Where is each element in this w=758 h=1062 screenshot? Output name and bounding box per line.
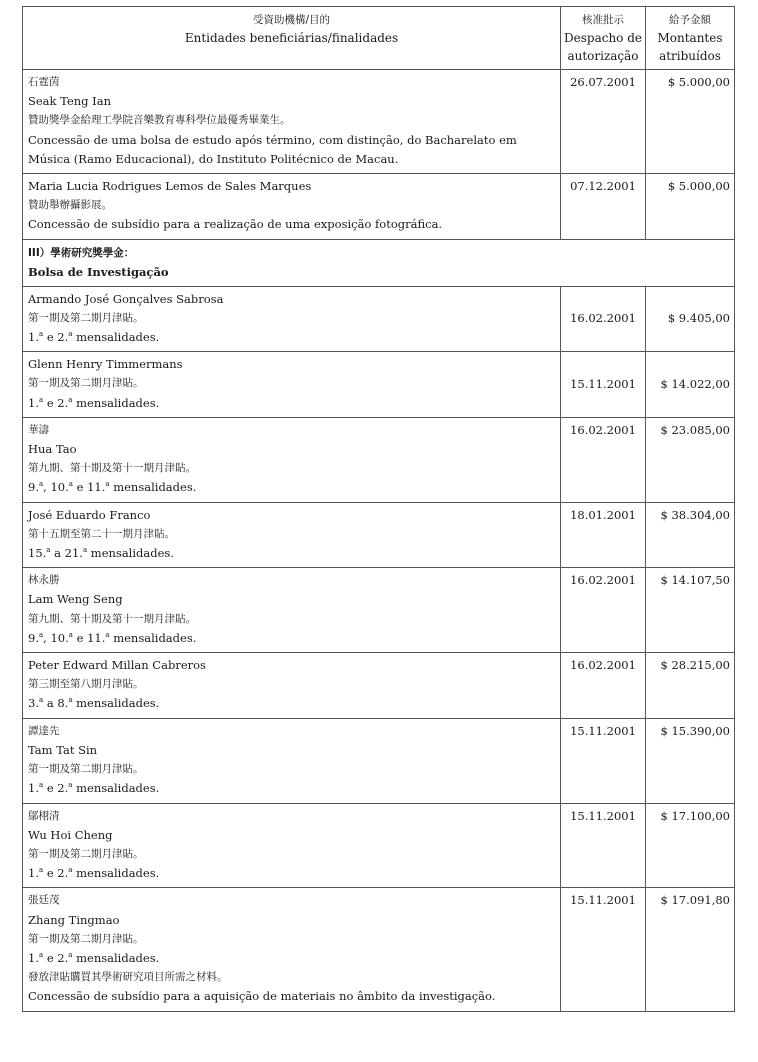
period-pt: 1.$^a$ e 2.$^a$ mensalidades. [28, 330, 160, 345]
table-row [23, 888, 735, 1011]
beneficiary-cell: Glenn Henry Timmermans 第一期及第二期月津貼。 1.$^a$ e 2.$^a$ mensalidades. [23, 352, 561, 418]
dispatch-date: 07.12.2001 [561, 174, 646, 240]
table-row [23, 718, 735, 803]
table-row [23, 174, 735, 240]
dispatch-date: 15.11.2001 [561, 352, 646, 418]
beneficiary-cell: 林永勝 Lam Weng Seng 第九期、第十期及第十一期月津貼。 9.$^a$, 10.$^a$ e 11.$^a$ mensalidades. [23, 568, 561, 653]
table-row [23, 803, 735, 888]
table-row [23, 502, 735, 568]
period-pt: 1.$^a$ e 2.$^a$ mensalidades. [28, 866, 160, 881]
dispatch-date: 15.11.2001 [561, 718, 646, 803]
amount: $ 5.000,00 [646, 70, 735, 174]
table-row [23, 70, 735, 174]
dispatch-date: 26.07.2001 [561, 70, 646, 174]
dispatch-date: 15.11.2001 [561, 803, 646, 888]
beneficiary-cell: Maria Lucia Rodrigues Lemos de Sales Marques 贊助舉辦攝影展。 Concessão de subsídio para a realização de uma exposição fotográfica. [23, 174, 561, 240]
amount: $ 5.000,00 [646, 174, 735, 240]
grants-table [22, 6, 735, 1012]
amount: $ 17.091,80 [646, 888, 735, 1011]
table-row [23, 653, 735, 719]
beneficiary-cell: Peter Edward Millan Cabreros 第三期至第八期月津貼。 3.$^a$ a 8.$^a$ mensalidades. [23, 653, 561, 719]
dispatch-date: 18.01.2001 [561, 502, 646, 568]
period-pt: 1.$^a$ e 2.$^a$ mensalidades. [28, 781, 160, 796]
table-row [23, 568, 735, 653]
amount: $ 28.215,00 [646, 653, 735, 719]
table-row [23, 352, 735, 418]
period-pt: 3.$^a$ a 8.$^a$ mensalidades. [28, 696, 160, 711]
table-header-row [23, 7, 735, 70]
period-pt: 1.$^a$ e 2.$^a$ mensalidades. [28, 395, 160, 410]
period-pt: 9.$^a$, 10.$^a$ e 11.$^a$ mensalidades. [28, 630, 197, 645]
beneficiary-cell: 石霆茵 Seak Teng Ian 贊助獎學金給理工學院音樂教育專科學位最優秀畢業生。 Concessão de uma bolsa de estudo após término, com distinção, do Bacharelato em Música (Ramo Educacional), do Instituto Politécnico de Macau. [23, 70, 561, 174]
dispatch-date: 15.11.2001 [561, 888, 646, 1011]
beneficiary-cell: 譚達先 Tam Tat Sin 第一期及第二期月津貼。 1.$^a$ e 2.$^a$ mensalidades. [23, 718, 561, 803]
amount: $ 9.405,00 [646, 286, 735, 352]
dispatch-date: 16.02.2001 [561, 417, 646, 502]
amount: $ 17.100,00 [646, 803, 735, 888]
beneficiary-cell: 張廷茂 Zhang Tingmao 第一期及第二期月津貼。 1.$^a$ e 2.$^a$ mensalidades. 發放津貼購買其學術研究項目所需之材料。 Concessão de subsídio para a aquisição de materiais no âmbito da investigação. [23, 888, 561, 1011]
dispatch-date: 16.02.2001 [561, 568, 646, 653]
amount: $ 23.085,00 [646, 417, 735, 502]
table-row [23, 286, 735, 352]
dispatch-date: 16.02.2001 [561, 653, 646, 719]
header-amounts: 給予金額 Montantes atribuídos [646, 7, 735, 70]
period-pt: 1.$^a$ e 2.$^a$ mensalidades. [28, 950, 160, 965]
beneficiary-cell: 鄔栩清 Wu Hoi Cheng 第一期及第二期月津貼。 1.$^a$ e 2.$^a$ mensalidades. [23, 803, 561, 888]
section-title: III）學術研究獎學金： Bolsa de Investigação [23, 239, 735, 286]
section-row [23, 239, 735, 286]
beneficiary-cell: 華濤 Hua Tao 第九期、第十期及第十一期月津貼。 9.$^a$, 10.$^a$ e 11.$^a$ mensalidades. [23, 417, 561, 502]
amount: $ 14.107,50 [646, 568, 735, 653]
beneficiary-cell: Armando José Gonçalves Sabrosa 第一期及第二期月津貼。 1.$^a$ e 2.$^a$ mensalidades. [23, 286, 561, 352]
table-row [23, 417, 735, 502]
beneficiary-cell: José Eduardo Franco 第十五期至第二十一期月津貼。 15.$^a$ a 21.$^a$ mensalidades. [23, 502, 561, 568]
period-pt: 9.$^a$, 10.$^a$ e 11.$^a$ mensalidades. [28, 480, 197, 495]
period-pt: 15.$^a$ a 21.$^a$ mensalidades. [28, 546, 174, 561]
amount: $ 15.390,00 [646, 718, 735, 803]
amount: $ 14.022,00 [646, 352, 735, 418]
amount: $ 38.304,00 [646, 502, 735, 568]
header-entities: 受資助機構/目的 Entidades beneficiárias/finalidades [23, 7, 561, 70]
dispatch-date: 16.02.2001 [561, 286, 646, 352]
header-dispatch: 核准批示 Despacho de autorização [561, 7, 646, 70]
